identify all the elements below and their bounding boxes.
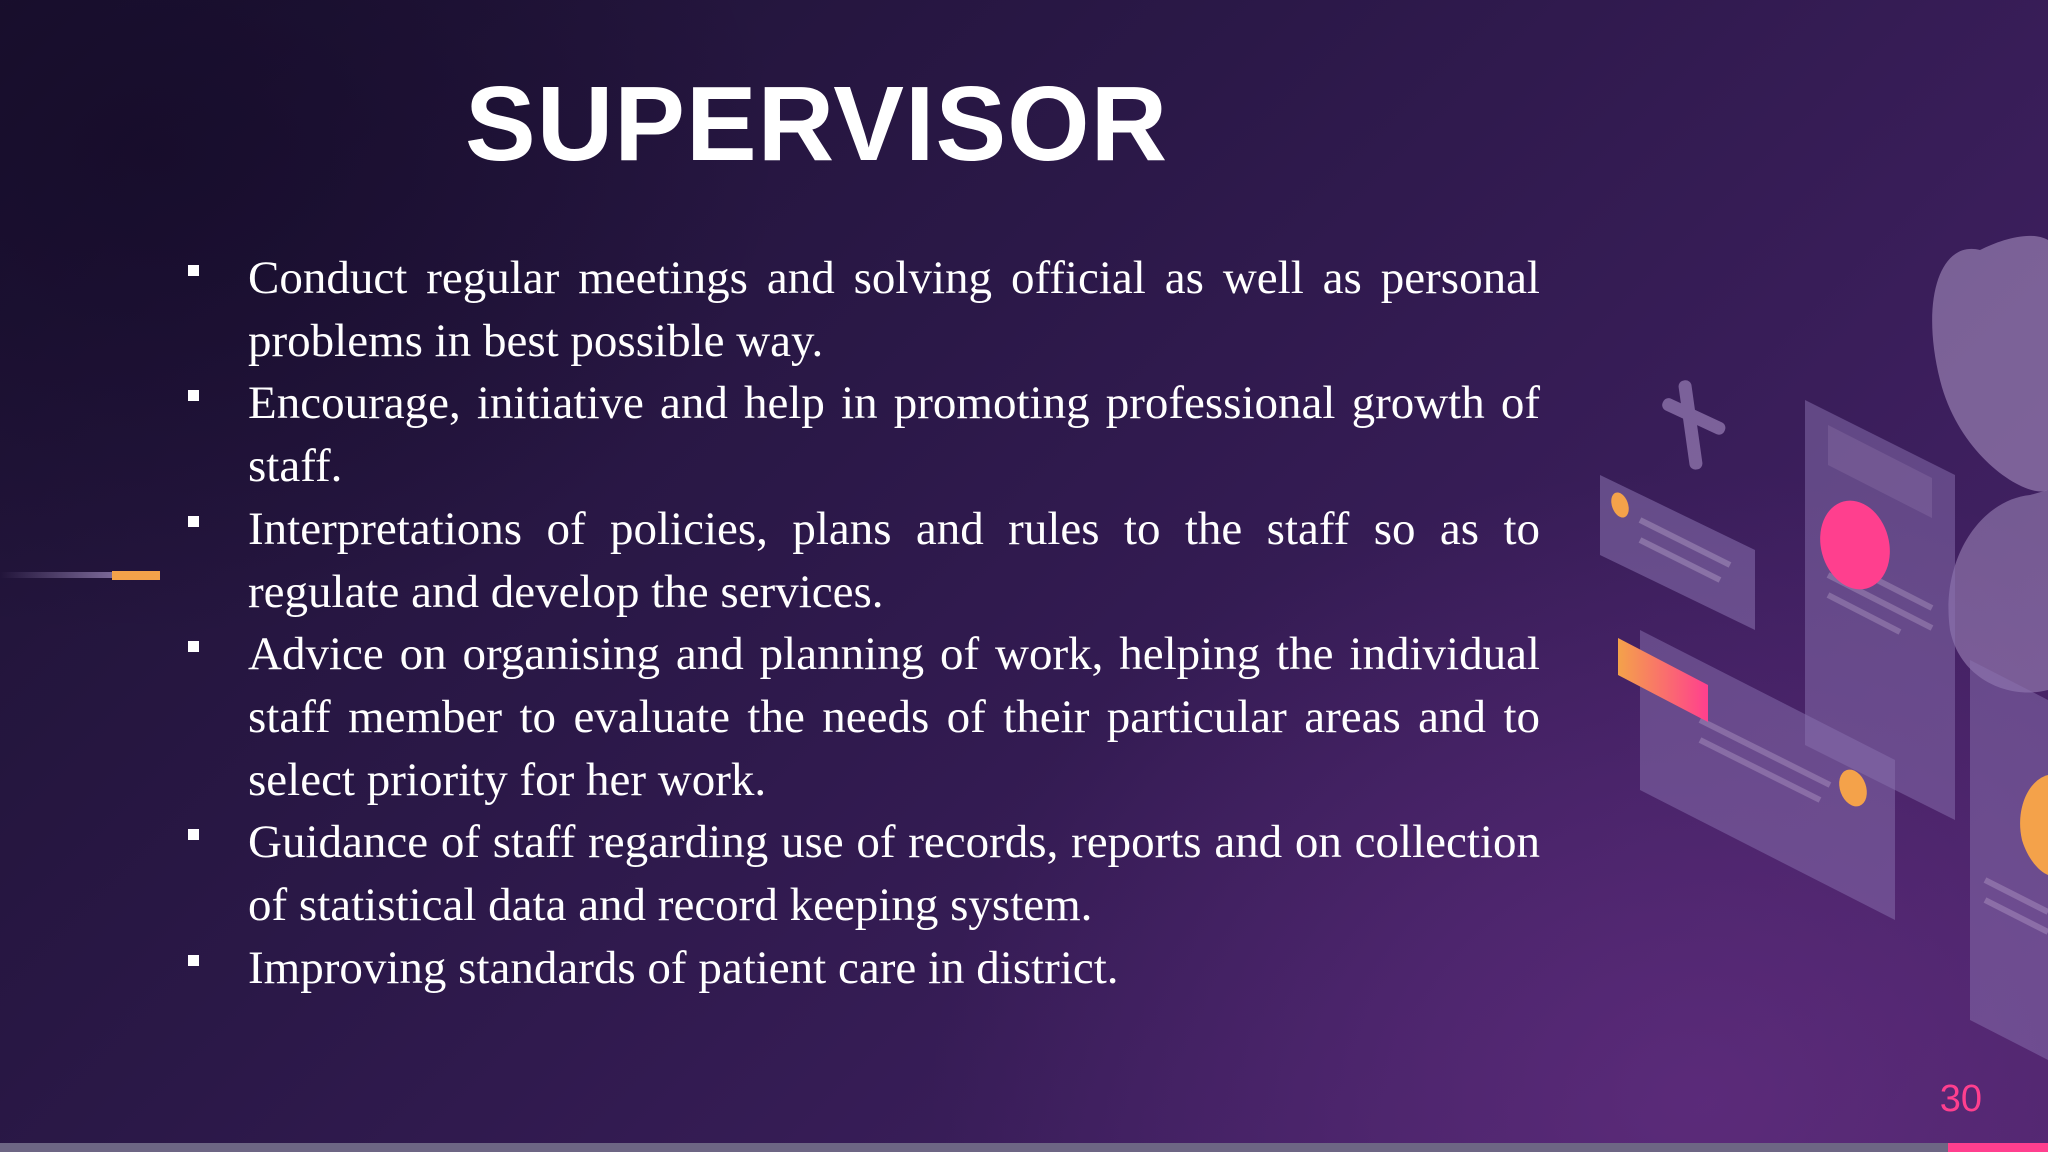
square-bullet-icon [188,829,199,840]
bullet-text: Advice on organising and planning of work, helping the individual staff member to evaluate the needs of their particular areas and to select priority for her work. [248,628,1540,806]
decor-blob-middle [1948,490,2048,693]
bullet-list [180,247,1540,999]
page-number: 30 [1939,1078,1982,1120]
bullet-text: Encourage, initiative and help in promoting professional growth of staff. [248,377,1540,493]
medical-illustration [1560,200,2048,1100]
bullet-text: Interpretations of policies, plans and rules to the staff so as to regulate and develop the services. [248,502,1540,618]
bullet-item [180,937,1540,1000]
bullet-text: Conduct regular meetings and solving official as well as personal problems in best possible way. [248,252,1540,367]
bullet-item [180,498,1540,623]
bullet-text: Improving standards of patient care in district. [248,941,1119,994]
bullet-text: Guidance of staff regarding use of records, reports and on collection of statistical data and record keeping system. [248,816,1540,932]
square-bullet-icon [188,955,199,966]
left-accent-line [0,572,112,578]
bottom-bar [0,1143,2048,1152]
plus-icon [1660,379,1727,470]
square-bullet-icon [188,516,199,527]
bottom-bar-accent [1948,1143,2048,1152]
left-accent-dash [112,571,160,580]
decor-blob-top [1932,236,2048,492]
bullet-item [180,811,1540,936]
square-bullet-icon [188,641,199,652]
bullet-item [180,372,1540,497]
square-bullet-icon [188,390,199,401]
bullet-item [180,623,1540,811]
slide-title: SUPERVISOR [465,65,1169,183]
square-bullet-icon [188,265,199,276]
bullet-item [180,247,1540,372]
